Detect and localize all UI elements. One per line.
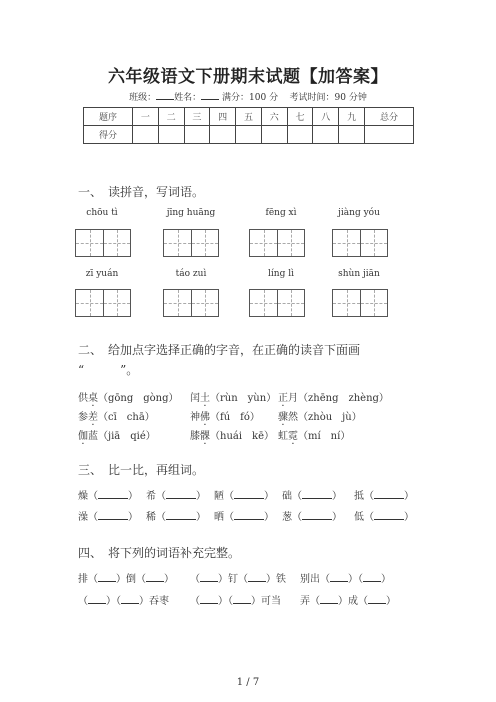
answer-blank[interactable] (88, 595, 106, 604)
pinyin-label: fēng xì (265, 208, 297, 218)
answer-blank[interactable] (166, 511, 196, 520)
name-label: 姓名： (174, 93, 202, 103)
pronunciation-item: 参差（cī chā） (78, 412, 155, 423)
writing-grid[interactable] (163, 289, 219, 317)
answer-blank[interactable] (363, 573, 381, 582)
page-title: 六年级语文下册期末试题【加答案】 (108, 67, 388, 87)
header-cell: 七 (287, 108, 313, 126)
pinyin-label: jiàng yóu (338, 208, 380, 218)
pinyin-label: zī yuán (85, 269, 119, 279)
writing-grid[interactable] (332, 289, 388, 317)
pinyin-label: líng lì (268, 269, 294, 279)
compare-item: 抵（ ） (354, 491, 414, 502)
answer-blank[interactable] (98, 490, 128, 499)
pinyin-label: jīng huāng (166, 208, 216, 218)
score-input-cell[interactable] (236, 126, 262, 144)
score-input-cell[interactable] (132, 126, 158, 144)
compare-item: 稀（ ） (146, 512, 206, 523)
header-cell: 五 (236, 108, 262, 126)
pronunciation-item: 正月（zhēng zhèng） (278, 393, 389, 404)
answer-blank[interactable] (234, 490, 264, 499)
writing-grid[interactable] (249, 229, 305, 257)
pronunciation-item: 神佛（fú fó） (190, 412, 260, 423)
pronunciation-item: 骤然（zhòu jù） (278, 412, 362, 423)
class-label: 班级： (129, 93, 157, 103)
pronunciation-item: 虹霓（mí ní） (278, 431, 351, 442)
header-cell: 八 (313, 108, 339, 126)
score-input-cell[interactable] (339, 126, 365, 144)
answer-blank[interactable] (234, 511, 264, 520)
answer-blank[interactable] (320, 595, 338, 604)
score-input-cell[interactable] (158, 126, 184, 144)
answer-blank[interactable] (121, 595, 139, 604)
compare-item: 葱（ ） (282, 512, 342, 523)
compare-item: 低（ ） (354, 512, 414, 523)
page-number: 1 / 7 (236, 677, 260, 688)
header-cell: 三 (184, 108, 210, 126)
answer-blank[interactable] (98, 511, 128, 520)
idiom-item: （ ）（ ）可当 (190, 596, 281, 607)
compare-item: 燥（ ） (78, 491, 138, 502)
score-value-row (84, 126, 414, 144)
score-table (83, 107, 414, 144)
compare-item: 澡（ ） (78, 512, 138, 523)
compare-item: 陋（ ） (214, 491, 274, 502)
writing-grid[interactable] (163, 229, 219, 257)
answer-blank[interactable] (146, 573, 164, 582)
header-cell: 二 (158, 108, 184, 126)
compare-item: 希（ ） (146, 491, 206, 502)
answer-blank[interactable] (200, 573, 218, 582)
compare-item: 础（ ） (282, 491, 342, 502)
exam-time: 考试时间：90 分钟 (289, 93, 367, 103)
pronunciation-item: 闰土（rùn yùn） (190, 393, 277, 404)
writing-grid[interactable] (332, 229, 388, 257)
score-input-cell[interactable] (184, 126, 210, 144)
answer-blank[interactable] (302, 490, 332, 499)
pinyin-label: táo zuì (175, 269, 207, 279)
idiom-item: 别出（ ）（ ） (300, 574, 391, 585)
name-blank (201, 90, 219, 100)
score-input-cell[interactable] (313, 126, 339, 144)
pinyin-label: shùn jiān (338, 269, 380, 279)
section2-heading: 二、 给加点字选择正确的字音，在正确的读音下面画 (78, 343, 361, 357)
answer-blank[interactable] (330, 573, 348, 582)
score-input-cell[interactable] (261, 126, 287, 144)
score-label-cell: 得分 (84, 126, 133, 144)
writing-grid[interactable] (249, 289, 305, 317)
answer-blank[interactable] (200, 595, 218, 604)
header-cell: 一 (132, 108, 158, 126)
header-cell: 四 (210, 108, 236, 126)
pronunciation-item: 膝髁（huái kē） (190, 431, 275, 442)
score-input-cell[interactable] (364, 126, 413, 144)
full-score: 满分：100 分 (222, 93, 279, 103)
answer-blank[interactable] (166, 490, 196, 499)
idiom-item: （ ）钉（ ）铁 (190, 574, 286, 585)
score-input-cell[interactable] (210, 126, 236, 144)
section1-heading: 一、 读拼音，写词语。 (78, 185, 205, 199)
section2-heading-cont: “ ”。 (78, 363, 139, 377)
writing-grid[interactable] (75, 229, 131, 257)
idiom-item: （ ）（ ）吞枣 (78, 596, 169, 607)
header-cell: 九 (339, 108, 365, 126)
answer-blank[interactable] (98, 573, 116, 582)
pinyin-label: chōu tì (86, 208, 118, 218)
score-input-cell[interactable] (287, 126, 313, 144)
header-cell: 总分 (364, 108, 413, 126)
answer-blank[interactable] (374, 511, 404, 520)
section3-heading: 三、 比一比，再组词。 (78, 463, 205, 477)
compare-item: 晒（ ） (214, 512, 274, 523)
idiom-item: 弄（ ）成（ ） (300, 596, 396, 607)
pronunciation-item: 伽蓝（jiā qié） (78, 431, 156, 442)
exam-info (0, 90, 496, 103)
answer-blank[interactable] (368, 595, 386, 604)
section4-heading: 四、 将下列的词语补充完整。 (78, 546, 241, 560)
answer-blank[interactable] (374, 490, 404, 499)
header-cell: 六 (261, 108, 287, 126)
answer-blank[interactable] (302, 511, 332, 520)
class-blank (156, 90, 174, 100)
header-cell: 题序 (84, 108, 133, 126)
idiom-item: 排（ ）倒（ ） (78, 574, 174, 585)
answer-blank[interactable] (248, 573, 266, 582)
pronunciation-item: 供桌（gōng gòng） (78, 393, 179, 404)
score-header-row (84, 108, 414, 126)
writing-grid[interactable] (75, 289, 131, 317)
answer-blank[interactable] (233, 595, 251, 604)
